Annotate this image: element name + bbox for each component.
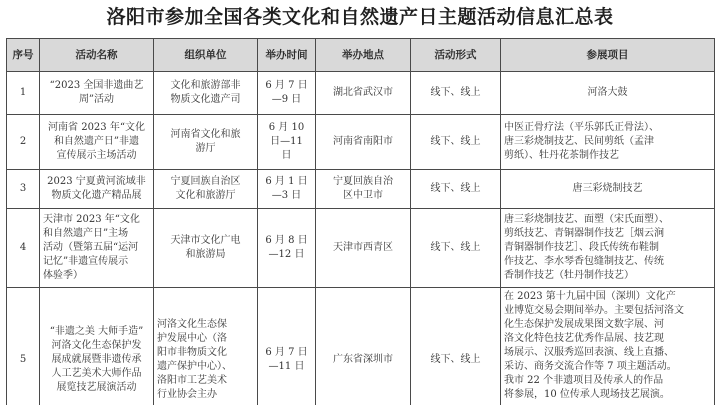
cell-place: 天津市西青区 <box>316 209 411 288</box>
cell-organizer: 宁夏回族自治区 文化和旅游厅 <box>154 170 258 209</box>
table-row <box>7 209 715 288</box>
table-row <box>7 170 715 209</box>
header-row <box>7 39 715 72</box>
header-organizer: 组织单位 <box>154 39 258 72</box>
cell-form: 线下、线上 <box>411 72 501 115</box>
cell-activity-name: “2023 全国非遗曲艺 周”活动 <box>40 72 154 115</box>
cell-form: 线下、线上 <box>411 209 501 288</box>
cell-place: 宁夏回族自治 区中卫市 <box>316 170 411 209</box>
cell-time: 6 月 7 日 —11 日 <box>258 288 316 405</box>
table-row <box>7 115 715 170</box>
header-place: 举办地点 <box>316 39 411 72</box>
cell-project: 唐三彩烧制技艺、面塑（宋氏面塑）、 剪纸技艺、青铜器制作技艺［烟云涧 青铜器制作技艺］、段氏传统布鞋制 作技艺、李水琴香包缝制技艺、传统 香制作技艺（牡丹制作技艺） <box>501 209 715 288</box>
cell-place: 广东省深圳市 <box>316 288 411 405</box>
cell-activity-name: 2023 宁夏黄河流域非 物质文化遗产精品展 <box>40 170 154 209</box>
table-container <box>6 38 716 405</box>
cell-no: 2 <box>7 115 40 170</box>
cell-no: 4 <box>7 209 40 288</box>
cell-project: 河洛大鼓 <box>501 72 715 115</box>
cell-time: 6 月 1 日 —3 日 <box>258 170 316 209</box>
cell-no: 3 <box>7 170 40 209</box>
cell-form: 线下、线上 <box>411 115 501 170</box>
table-row <box>7 288 715 405</box>
cell-place: 河南省南阳市 <box>316 115 411 170</box>
header-form: 活动形式 <box>411 39 501 72</box>
cell-time: 6 月 8 日 —12 日 <box>258 209 316 288</box>
cell-no: 5 <box>7 288 40 405</box>
cell-organizer: 河南省文化和旅 游厅 <box>154 115 258 170</box>
cell-time: 6 月 7 日 —9 日 <box>258 72 316 115</box>
cell-time: 6 月 10 日—11 日 <box>258 115 316 170</box>
cell-project: 在 2023 第十九届中国（深圳）文化产 业博览交易会期间举办。主要包括河洛文 化生态保护发展成果图文数字展、河 洛文化特色技艺优秀作品展、技艺现 场展示、汉服秀巡回表演、线上直播、 采访、商务交流合作等 7 项主题活动。 我市 22 个非遗项目及传承人的作品 将参展，10 位传承人现场技艺展演。 <box>501 288 715 405</box>
header-no: 序号 <box>7 39 40 72</box>
cell-no: 1 <box>7 72 40 115</box>
cell-form: 线下、线上 <box>411 170 501 209</box>
cell-activity-name: 河南省 2023 年“文化 和自然遗产日”非遗 宣传展示主场活动 <box>40 115 154 170</box>
header-project: 参展项目 <box>501 39 715 72</box>
cell-project: 中医正骨疗法（平乐郭氏正骨法）、 唐三彩烧制技艺、民间剪纸（孟津 剪纸）、牡丹花茶制作技艺 <box>501 115 715 170</box>
cell-form: 线下、线上 <box>411 288 501 405</box>
cell-organizer: 河洛文化生态保 护发展中心（洛 阳市非物质文化 遗产保护中心）、 洛阳市工艺美术 行业协会主办 <box>154 288 258 405</box>
cell-project: 唐三彩烧制技艺 <box>501 170 715 209</box>
document-title: 洛阳市参加全国各类文化和自然遗产日主题活动信息汇总表 <box>106 6 614 28</box>
activities-table <box>6 38 715 405</box>
table-row <box>7 72 715 115</box>
header-activity-name: 活动名称 <box>40 39 154 72</box>
cell-organizer: 文化和旅游部非 物质文化遗产司 <box>154 72 258 115</box>
cell-organizer: 天津市文化广电 和旅游局 <box>154 209 258 288</box>
cell-activity-name: 天津市 2023 年“文化 和自然遗产日”主场 活动（暨第五届“运河 记忆”非遗宣传展示 体验季） <box>40 209 154 288</box>
cell-place: 湖北省武汉市 <box>316 72 411 115</box>
cell-activity-name: “非遗之美 大师手造” 河洛文化生态保护发 展成就展暨非遗传承 人工艺美术大师作品 展览技艺展演活动 <box>40 288 154 405</box>
header-time: 举办时间 <box>258 39 316 72</box>
